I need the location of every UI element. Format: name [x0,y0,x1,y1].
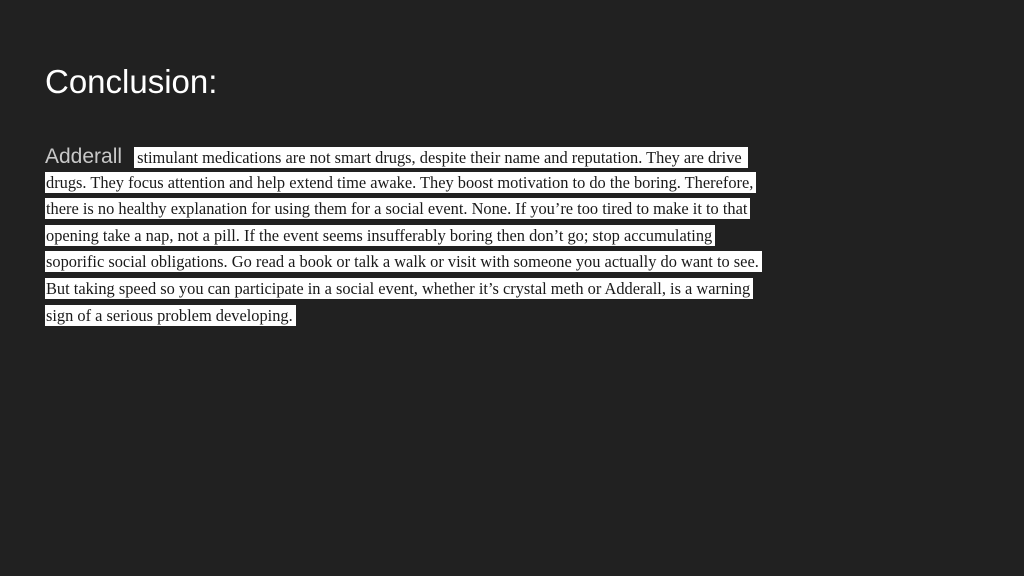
highlighted-text: there is no healthy explanation for using them for a social event. None. If you’re too tired to make it to that [45,198,750,219]
highlighted-text: drugs. They focus attention and help extend time awake. They boost motivation to do the boring. Therefore, [45,172,756,193]
paragraph-line [45,278,975,305]
highlighted-text: But taking speed so you can participate in a social event, whether it’s crystal meth or Adderall, is a warning [45,278,753,299]
paragraph-line [45,225,975,252]
highlighted-text: stimulant medications are not smart drugs, despite their name and reputation. They are drive [134,147,748,168]
highlighted-text: opening take a nap, not a pill. If the event seems insufferably boring then don’t go; stop accumulating [45,225,715,246]
paragraph-line [45,172,975,199]
highlighted-text: soporific social obligations. Go read a book or talk a walk or visit with someone you actually do want to see. [45,251,762,272]
lead-word: Adderall [45,145,123,168]
paragraph-line [45,145,975,172]
highlighted-text: sign of a serious problem developing. [45,305,296,326]
paragraph-line [45,198,975,225]
paragraph-line [45,251,975,278]
slide-title: Conclusion: [45,63,218,100]
slide-body [45,145,975,331]
paragraph-line [45,305,975,332]
